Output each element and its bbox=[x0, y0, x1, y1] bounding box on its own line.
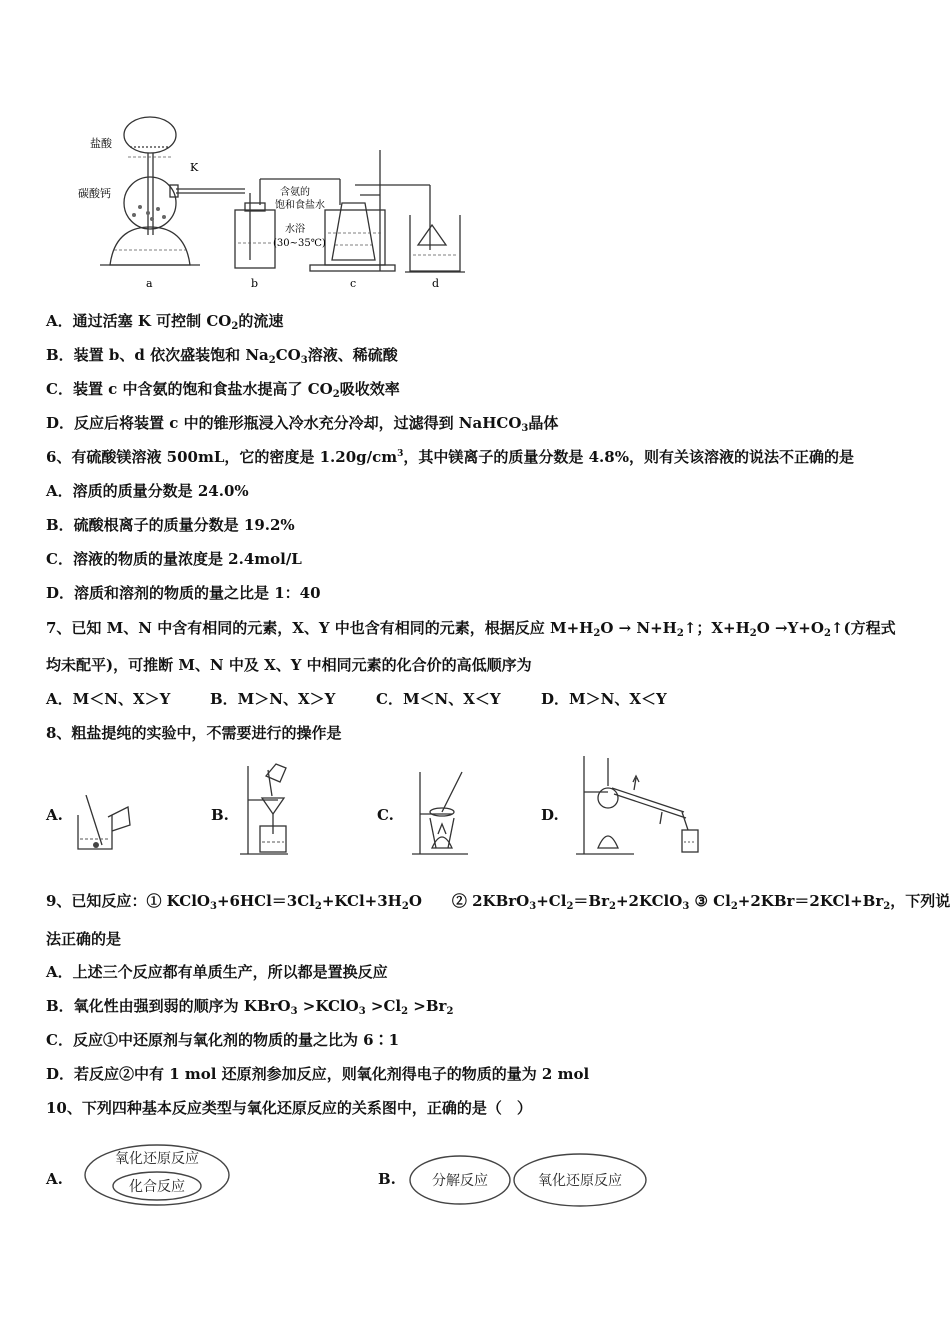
q6-stem: 6、有硫酸镁溶液 500mL，它的密度是 $1.20g/cm^3$，其中镁离子的质量分数是 4.8%，则有关该溶液的说法不正确的是 bbox=[46, 448, 854, 466]
q9-option-c[interactable]: C．反应①中还原剂与氧化剂的物质的量之比为 6∶1 bbox=[46, 1031, 400, 1049]
label-ammonia-2: 饱和食盐水 bbox=[275, 200, 325, 211]
q8-option-b-label[interactable]: B. bbox=[211, 806, 229, 824]
q8-distillation-icon bbox=[574, 752, 704, 858]
q8-dissolve-icon bbox=[72, 795, 134, 855]
q5-option-a[interactable]: A．通过活塞 K 可控制 $CO_2$的流速 bbox=[46, 312, 284, 332]
q7-stem-line1: 7、已知 M、N 中含有相同的元素，X、Y 中也含有相同的元素，根据反应 $M+H_2O$ → $N+H_2↑$；$X+H_2O$ $\to Y+O_2↑$(方程式 bbox=[46, 619, 896, 639]
q9-stem-line2: 法正确的是 bbox=[46, 930, 122, 948]
label-c: c bbox=[350, 277, 357, 290]
q9-stem-line1: 9、已知反应：① $KClO_3+6HCl=3Cl_2+KCl+3H_2O$ ② $2KBrO_3+Cl_2=Br_2+2KClO_3$ ③ $Cl_2+2KBr=2KCl+Br_2$，下列说 bbox=[46, 892, 950, 912]
q8-option-d-label[interactable]: D. bbox=[541, 806, 559, 824]
label-ammonia-1: 含氨的 bbox=[280, 187, 310, 198]
q6-option-c[interactable]: C．溶液的物质的量浓度是 2.4mol/L bbox=[46, 550, 302, 568]
q7-stem-line2: 均未配平)，可推断 M、N 中及 X、Y 中相同元素的化合价的高低顺序为 bbox=[46, 656, 532, 674]
q8-stem: 8、粗盐提纯的实验中，不需要进行的操作是 bbox=[46, 724, 342, 742]
label-b: b bbox=[251, 277, 259, 290]
q7-option-a[interactable]: A．M＜N、X＞Y bbox=[46, 690, 171, 708]
q7-option-d[interactable]: D．M＞N、X＜Y bbox=[541, 690, 667, 708]
diagram-a-inner-label: 化合反应 bbox=[129, 1179, 185, 1195]
q10-diagram-a bbox=[82, 1142, 234, 1208]
q8-evaporation-icon bbox=[408, 768, 476, 858]
label-valve-k: K bbox=[190, 161, 199, 174]
label-hcl: 盐酸 bbox=[90, 137, 112, 150]
diagram-a-outer-label: 氧化还原反应 bbox=[115, 1151, 199, 1167]
q10-option-a-label[interactable]: A. bbox=[46, 1170, 63, 1188]
label-d: d bbox=[432, 277, 440, 290]
label-caco3: 碳酸钙 bbox=[78, 187, 111, 200]
q10-diagram-b bbox=[408, 1152, 650, 1208]
q7-option-b[interactable]: B．M＞N、X＞Y bbox=[210, 690, 336, 708]
label-water-bath-1: 水浴 bbox=[285, 224, 305, 235]
co2-apparatus-figure bbox=[70, 115, 470, 295]
q8-filtration-icon bbox=[236, 760, 296, 858]
q9-option-b[interactable]: B．氧化性由强到弱的顺序为 KBrO$_3$ >KClO$_3$ $>Cl_2 >Br_2$ bbox=[46, 997, 454, 1017]
q6-option-d[interactable]: D．溶质和溶剂的物质的量之比是 1：40 bbox=[46, 584, 321, 602]
q6-option-b[interactable]: B．硫酸根离子的质量分数是 19.2% bbox=[46, 516, 295, 534]
diagram-b-left-label: 分解反应 bbox=[432, 1173, 488, 1189]
q9-option-d[interactable]: D．若反应②中有 1 mol 还原剂参加反应，则氧化剂得电子的物质的量为 2 mol bbox=[46, 1065, 590, 1083]
q5-option-d[interactable]: D．反应后将装置 c 中的锥形瓶浸入冷水充分冷却，过滤得到 NaHCO$_3$晶体 bbox=[46, 414, 559, 434]
q8-option-a-label[interactable]: A. bbox=[46, 806, 63, 824]
q9-option-a[interactable]: A．上述三个反应都有单质生产，所以都是置换反应 bbox=[46, 963, 388, 981]
label-a: a bbox=[146, 277, 153, 290]
diagram-b-right-label: 氧化还原反应 bbox=[538, 1173, 622, 1189]
q7-option-c[interactable]: C．M＜N、X＜Y bbox=[376, 690, 501, 708]
q10-option-b-label[interactable]: B. bbox=[378, 1170, 396, 1188]
q8-option-c-label[interactable]: C. bbox=[377, 806, 394, 824]
q5-option-c[interactable]: C．装置 c 中含氨的饱和食盐水提高了 $CO_2$吸收效率 bbox=[46, 380, 400, 400]
label-water-bath-2: (30~35℃) bbox=[273, 238, 326, 249]
q10-stem: 10、下列四种基本反应类型与氧化还原反应的关系图中，正确的是（ ） bbox=[46, 1099, 532, 1117]
q6-option-a[interactable]: A．溶质的质量分数是 24.0% bbox=[46, 482, 249, 500]
q5-option-b[interactable]: B．装置 b、d 依次盛装饱和 $Na_2CO_3$溶液、稀硫酸 bbox=[46, 346, 398, 366]
